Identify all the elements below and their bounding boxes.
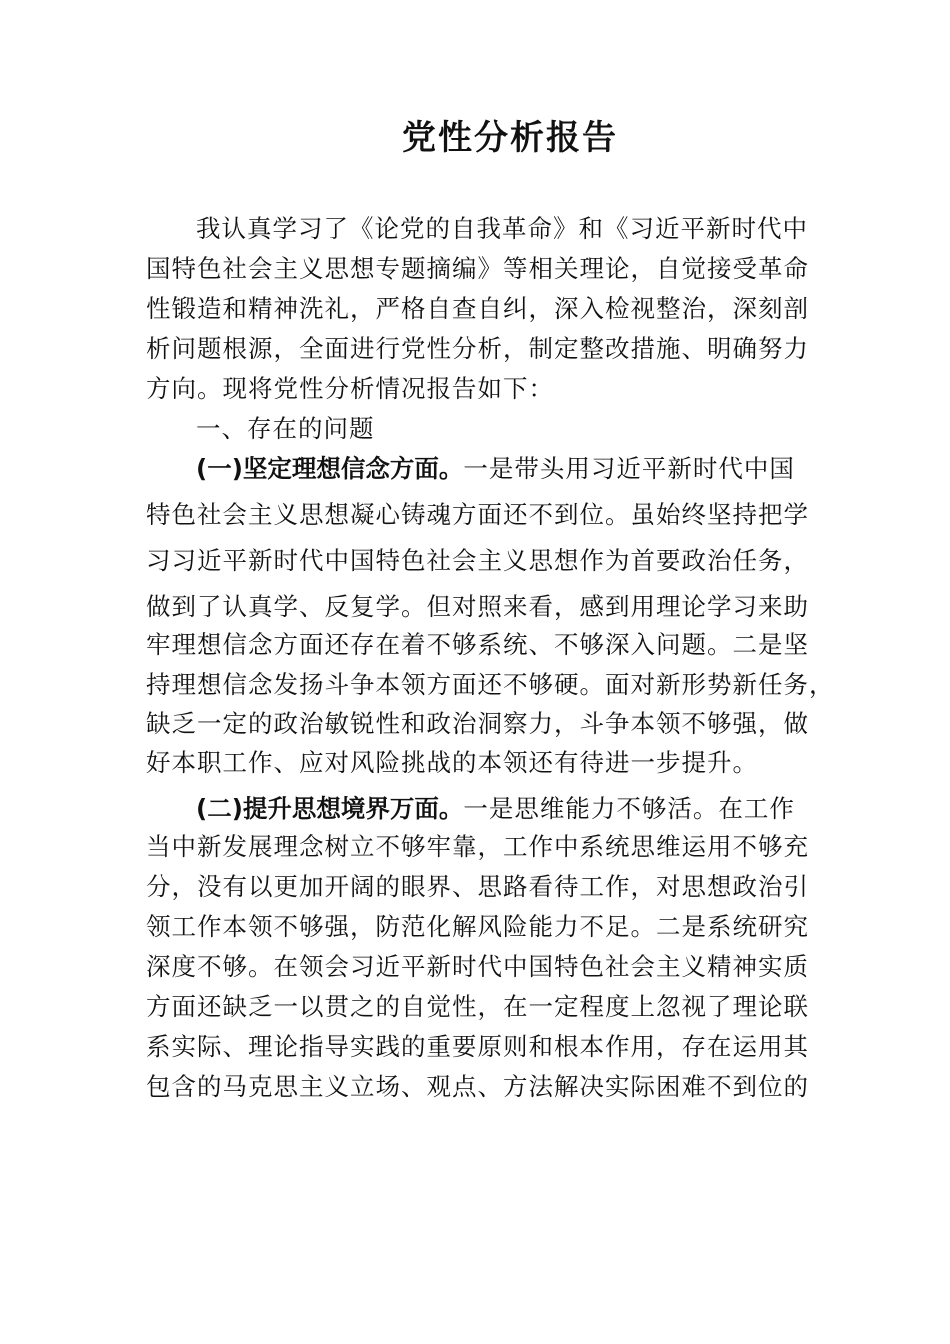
paragraph-line: 持理想信念发扬斗争本领方面还不够硬。面对新形势新任务， xyxy=(146,670,835,699)
document-title: 党性分析报告 xyxy=(402,118,618,158)
paragraph-line: 牢理想信念方面还存在着不够系统、不够深入问题。二是坚 xyxy=(146,630,809,659)
section-heading: 一、存在的问题 xyxy=(196,414,375,443)
paragraph-line: 析问题根源，全面进行党性分析，制定整改措施、明确努力 xyxy=(146,334,809,363)
subsection-heading: (二)提升思想境界万面。 xyxy=(196,794,464,823)
paragraph-line: 方向。现将党性分析情况报告如下： xyxy=(146,374,554,403)
paragraph-line: 系实际、理论指导实践的重要原则和根本作用，存在运用其 xyxy=(146,1032,809,1061)
paragraph-line: 性锻造和精神洗礼，严格自查自纠，深入检视整治，深刻剖 xyxy=(146,294,809,323)
paragraph-line: 当中新发展理念树立不够牢靠，工作中系统思维运用不够充 xyxy=(146,832,809,861)
subsection-line xyxy=(196,792,795,826)
paragraph-text: 一是思维能力不够活。在工作 xyxy=(463,794,795,823)
paragraph-line: 分，没有以更加开阔的眼界、思路看待工作，对思想政治引 xyxy=(146,872,809,901)
paragraph-line: 国特色社会主义思想专题摘编》等相关理论，自觉接受革命 xyxy=(146,254,809,283)
paragraph-line: 缺乏一定的政治敏锐性和政治洞察力，斗争本领不够强，做 xyxy=(146,709,809,738)
subsection-heading: (一)坚定理想信念方面。 xyxy=(196,454,464,483)
paragraph-line: 方面还缺乏一以贯之的自觉性，在一定程度上忽视了理论联 xyxy=(146,992,809,1021)
paragraph-line: 做到了认真学、反复学。但对照来看，感到用理论学习来助 xyxy=(146,592,809,621)
paragraph-line: 我认真学习了《论党的自我革命》和《习近平新时代中 xyxy=(196,214,808,243)
paragraph-line: 特色社会主义思想凝心铸魂方面还不到位。虽始终坚持把学 xyxy=(146,500,809,529)
paragraph-line: 习习近平新时代中国特色社会主义思想作为首要政治任务， xyxy=(146,546,809,575)
paragraph-line: 包含的马克思主义立场、观点、方法解决实际困难不到位的 xyxy=(146,1072,809,1101)
paragraph-text: 一是带头用习近平新时代中国 xyxy=(463,454,795,483)
paragraph-line: 领工作本领不够强，防范化解风险能力不足。二是系统研究 xyxy=(146,912,809,941)
paragraph-line: 深度不够。在领会习近平新时代中国特色社会主义精神实质 xyxy=(146,952,809,981)
subsection-line xyxy=(196,452,795,486)
paragraph-line: 好本职工作、应对风险挑战的本领还有待进一步提升。 xyxy=(146,748,758,777)
